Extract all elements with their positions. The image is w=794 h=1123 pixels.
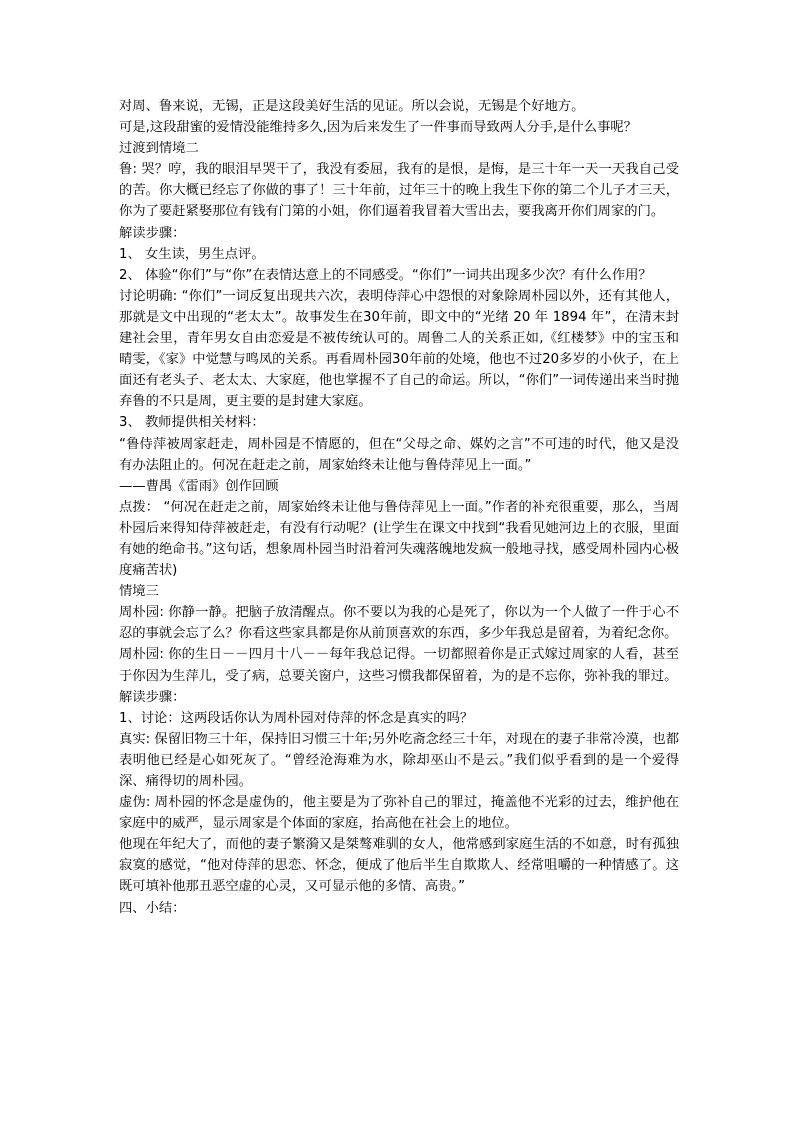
- paragraph: 讨论明确: “你们”一词反复出现共六次，表明侍萍心中怨恨的对象除周朴园以外，还有其他人，那就是文中出现的“老太太”。故事发生在30年前，即文中的“光绪 20 年 1894 年”，在清末封建社会里，青年男女自由恋爱是不被传统认可的。周鲁二人的关系正如,《红楼梦》中的宝玉和晴雯，《家》中觉慧与鸣凤的关系。再看周朴园30年前的处境，他也不过20多岁的小伙子，在上面还有老头子、老太太、大家庭，他也掌握不了自己的命运。所以，“你们”一词传递出来当时抛弃鲁的不只是周，更主要的是封建大家庭。: [119, 288, 679, 410]
- document-body: [119, 96, 679, 919]
- section-heading: 情境三: [119, 584, 159, 600]
- paragraph: 点拨： “何况在赶走之前，周家始终未让他与鲁侍萍见上一面。”作者的补充很重要，那么，当周朴园后来得知侍萍被赶走，有没有行动呢？(让学生在课文中找到“我看见她河边上的衣服，里面有她的绝命书。”这句话，想象周朴园当时沿着河失魂落魄地发疯一般地寻找，感受周朴园内心极度痛苦状): [119, 499, 679, 579]
- paragraph: 周朴园: 你的生日－－四月十八－－每年我总记得。一切都照着你是正式嫁过周家的人看，甚至于你因为生萍儿，受了病，总要关窗户，这些习惯我都保留着，为的是不忘你，弥补我的罪过。: [119, 647, 679, 684]
- paragraph: 虚伪: 周朴园的怀念是虚伪的，他主要是为了弥补自己的罪过，掩盖他不光彩的过去，维护他在家庭中的威严，显示周家是个体面的家庭，抬高他在社会上的地位。: [119, 795, 679, 832]
- list-item: 1、 女生读，男生点评。: [119, 246, 265, 262]
- section-heading: 四、小结：: [119, 900, 186, 916]
- quote-source: ——曹禺《雷雨》创作回顾: [119, 478, 279, 494]
- list-item: 2、 体验“你们”与“你”在表情达意上的不同感受。“你们”一词共出现多少次？有什么作用？: [119, 267, 652, 283]
- quote: “鲁侍萍被周家赶走，周朴园是不情愿的，但在“父母之命、媒妁之言”不可违的时代，他又是没有办法阻止的。何况在赶走之前，周家始终未让他与鲁侍萍见上一面。”: [119, 436, 679, 473]
- section-heading: 过渡到情境二: [119, 141, 199, 157]
- paragraph: 真实: 保留旧物三十年，保持旧习惯三十年;另外吃斋念经三十年，对现在的妻子非常冷漠，也都表明他已经是心如死灰了。“曾经沧海难为水，除却巫山不是云。”我们似乎看到的是一个爱得深、痛得切的周朴园。: [119, 731, 679, 789]
- list-item: 3、 教师提供相关材料：: [119, 415, 265, 431]
- paragraph: 对周、鲁来说，无锡，正是这段美好生活的见证。所以会说，无锡是个好地方。: [119, 99, 585, 114]
- paragraph: 鲁: 哭？哼，我的眼泪早哭干了，我没有委屈，我有的是恨，是悔，是三十年一天一天我自己受的苦。你大概已经忘了你做的事了！三十年前，过年三十的晚上我生下你的第二个儿子才三天，你为了要赶紧娶那位有钱有门第的小姐，你们逼着我冒着大雪出去，要我离开你们周家的门。: [119, 162, 679, 220]
- section-heading: 解读步骤：: [119, 225, 186, 241]
- paragraph: 他现在年纪大了，而他的妻子繁漪又是桀骜难驯的女人，他常感到家庭生活的不如意，时有孤独寂寞的感觉，“他对侍萍的思恋、怀念，便成了他后半生自欺欺人、经常咀嚼的一种情感了。这既可填补他那丑恶空虚的心灵，又可显示他的多情、高贵。”: [119, 837, 679, 895]
- paragraph: 周朴园: 你静一静。把脑子放清醒点。你不要以为我的心是死了，你以为一个人做了一件于心不忍的事就会忘了么？你看这些家具都是你从前顶喜欢的东西，多少年我总是留着，为着纪念你。: [119, 605, 679, 642]
- list-item: 1、讨论：这两段话你认为周朴园对侍萍的怀念是真实的吗？: [119, 710, 474, 726]
- section-heading: 解读步骤：: [119, 689, 186, 705]
- paragraph: 可是,这段甜蜜的爱情没能维持多久,因为后来发生了一件事而导致两人分手,是什么事呢？: [119, 120, 637, 136]
